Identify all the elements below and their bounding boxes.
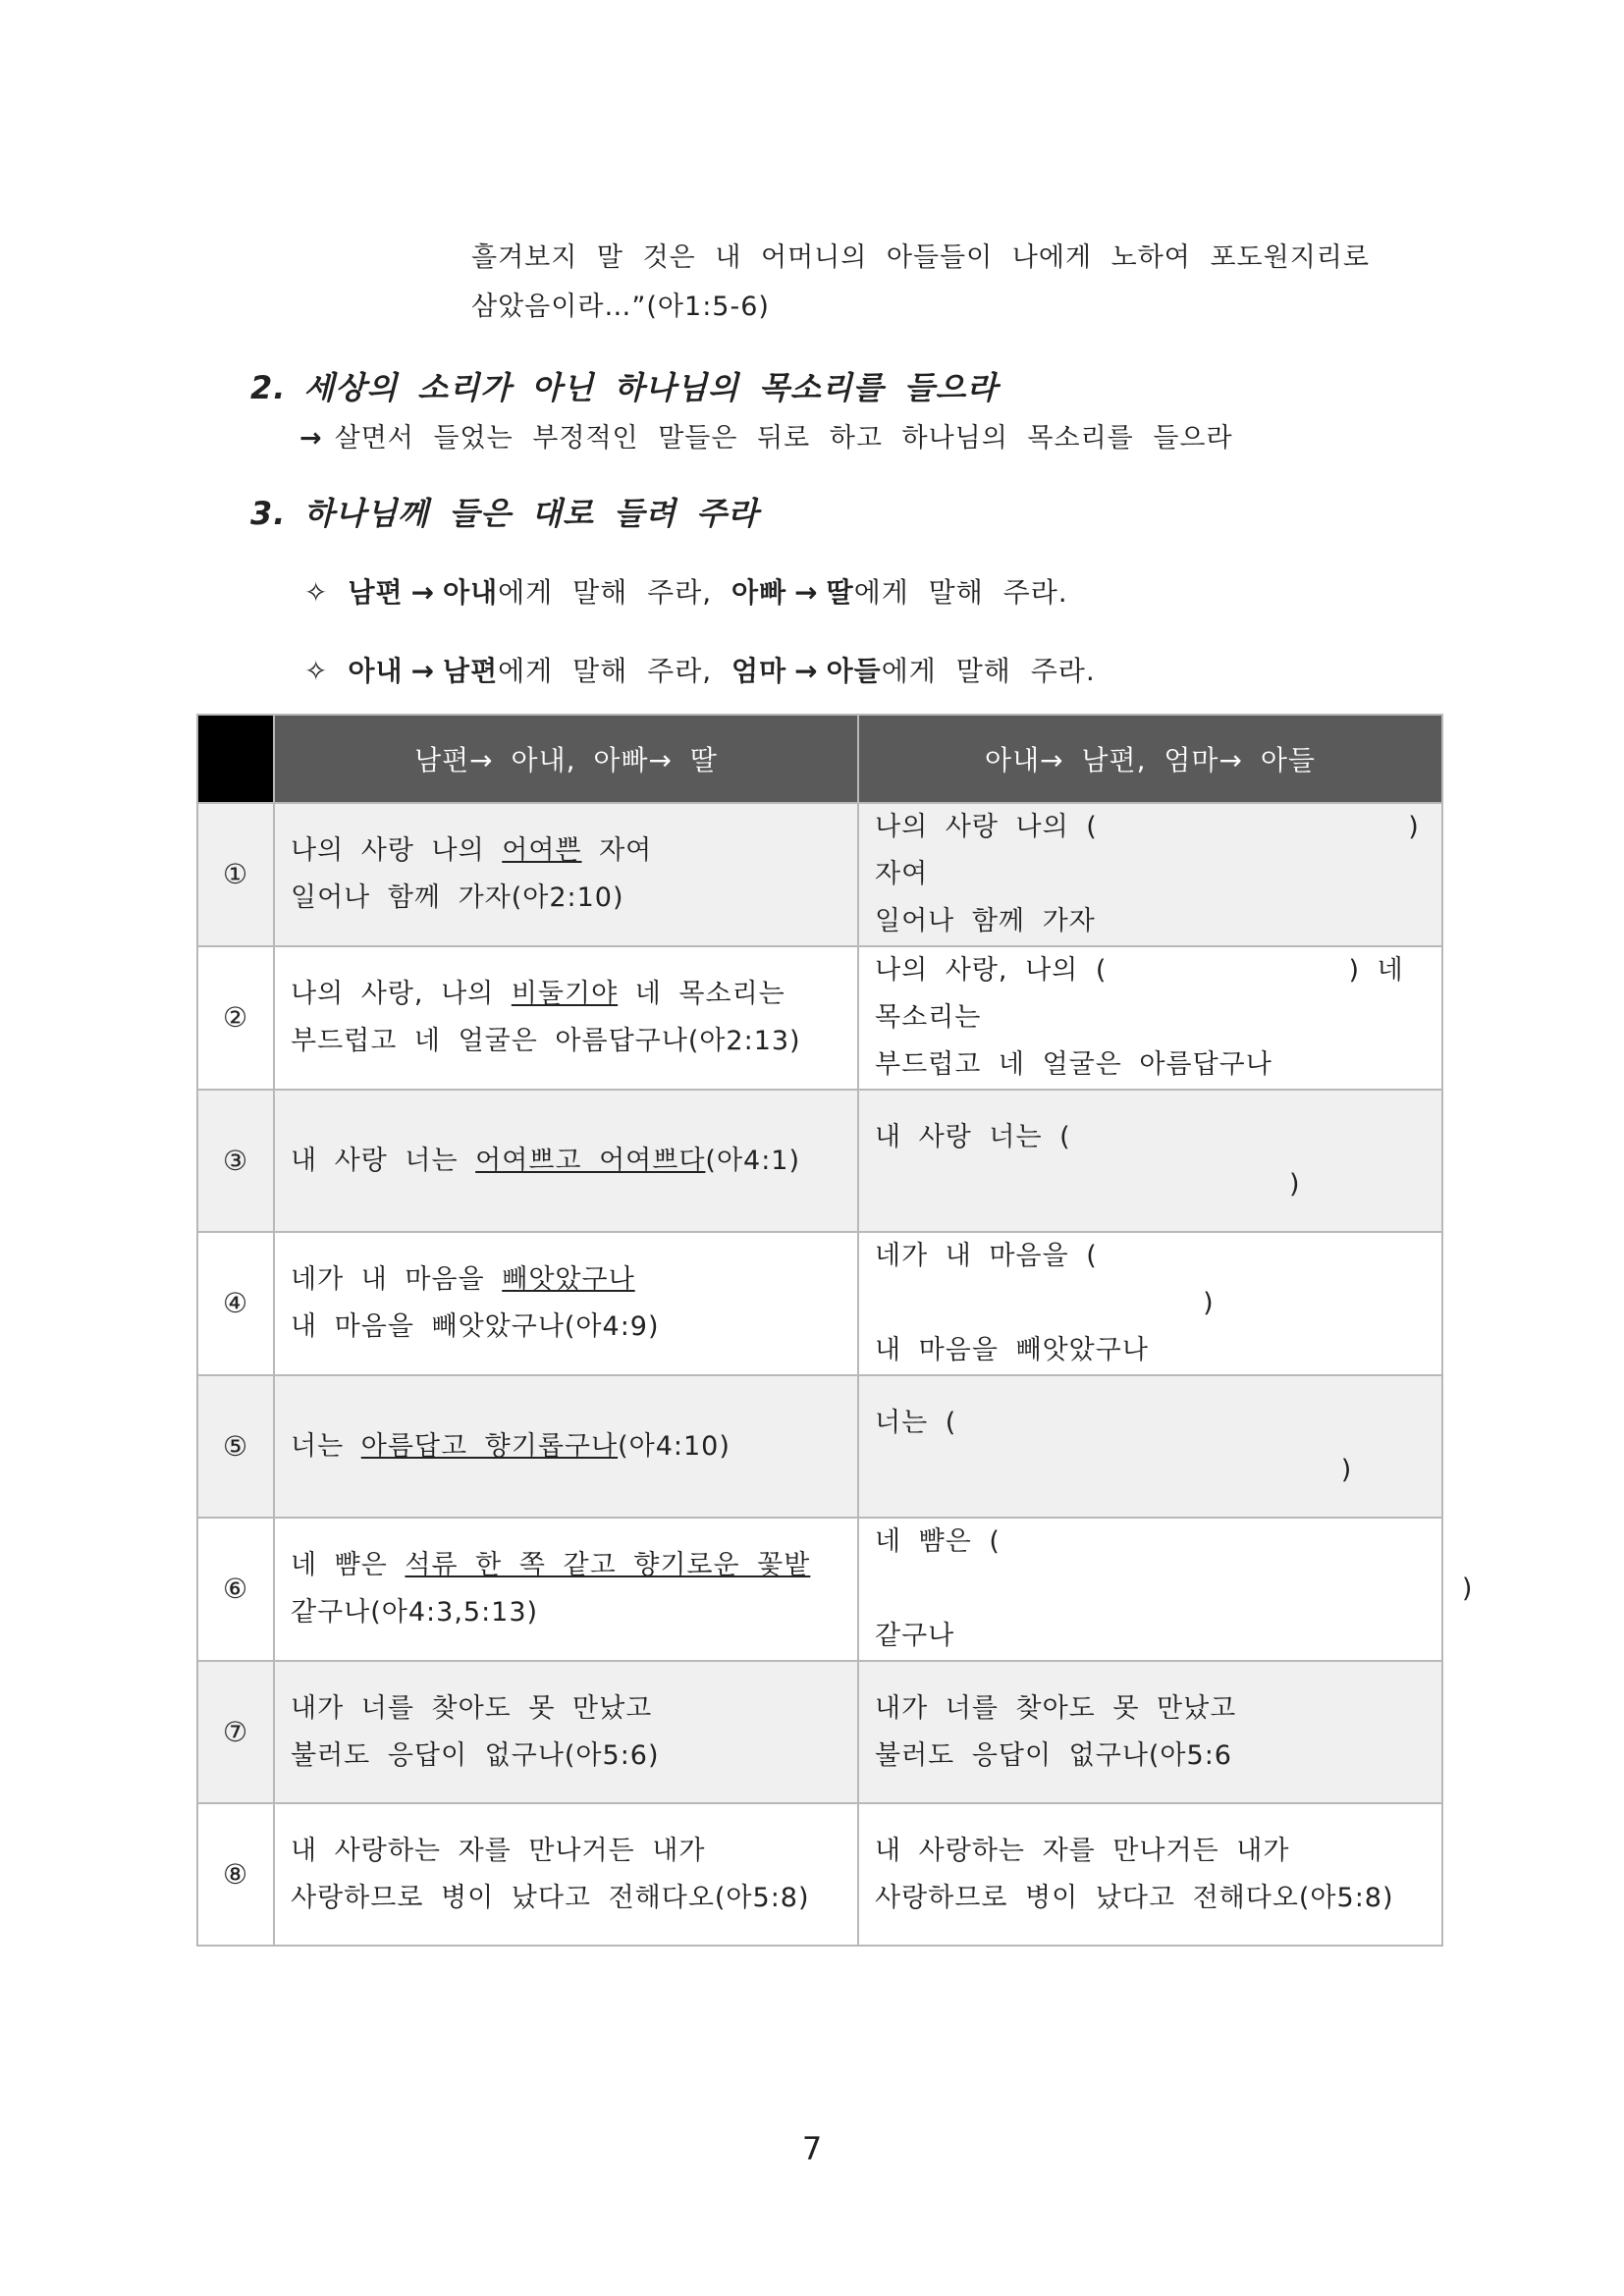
bullet-2-b: 남편	[443, 655, 499, 687]
bullet-2-mid: 에게 말해 주라,	[498, 655, 732, 687]
right-text-tail: )	[1340, 1454, 1353, 1485]
right-line-2: 부드럽고 네 얼굴은 아름답구나	[875, 1049, 1272, 1080]
bullet-2-d: 아들	[826, 655, 882, 687]
sparkle-icon: ✧	[304, 655, 329, 687]
table-row	[197, 946, 1442, 1090]
left-line-1	[291, 1828, 841, 1875]
left-cell	[274, 1090, 858, 1232]
right-cell	[858, 1375, 1442, 1518]
left-cell	[274, 1232, 858, 1375]
quote-line-1: 흘겨보지 말 것은 내 어머니의 아들들이 나에게 노하여 포도원지리로	[471, 242, 1370, 273]
right-line-2: 내 마음을 빼앗았구나	[875, 1335, 1149, 1365]
left-text: 내가 너를 찾아도 못 만났고	[291, 1692, 653, 1724]
right-line-2: 불러도 응답이 없구나(아5:6	[875, 1739, 1232, 1771]
bullet-2-a: 아내	[348, 655, 404, 687]
left-text: 네가 내 마음을	[291, 1264, 503, 1295]
left-underlined-text: 빼앗았구나	[502, 1264, 635, 1295]
right-line-1	[875, 804, 1426, 898]
section-3-title: 하나님께 들은 대로 들려 주라	[303, 495, 759, 532]
header-corner-cell	[197, 715, 274, 803]
left-line-2: 사랑하므로 병이 났다고 전해다오(아5:8)	[291, 1882, 810, 1913]
left-cell	[274, 1803, 858, 1946]
section-2-title: 세상의 소리가 아닌 하나님의 목소리를 들으라	[303, 369, 999, 406]
blank-space	[1107, 955, 1348, 986]
blank-space	[875, 1574, 1462, 1604]
right-text-tail: )	[1203, 1288, 1215, 1318]
row-number: ④	[197, 1232, 274, 1375]
right-text: 너는 (	[875, 1407, 957, 1438]
right-line-1	[875, 1519, 1474, 1613]
bullet-1-b: 아내	[443, 576, 499, 609]
section-2-heading	[250, 363, 998, 408]
section-2-subtext-body: 살면서 들었는 부정적인 말들은 뒤로 하고 하나님의 목소리를 들으라	[334, 423, 1233, 454]
right-cell	[858, 946, 1442, 1090]
table-row	[197, 1090, 1442, 1232]
row-number: ⑧	[197, 1803, 274, 1946]
table-row	[197, 803, 1442, 946]
right-line-1	[875, 947, 1426, 1041]
section-3-number: 3.	[250, 495, 287, 532]
left-line-1	[291, 1542, 841, 1589]
right-text: 내 사랑 너는 (	[875, 1121, 1071, 1152]
quote-line-2: 삼았음이라…”(아1:5-6)	[471, 292, 770, 322]
left-text-tail: 네 목소리는	[618, 979, 785, 1009]
left-line-2: 일어나 함께 가자(아2:10)	[291, 882, 624, 913]
right-arrow-icon: →	[410, 576, 436, 609]
right-line-1	[875, 1114, 1426, 1208]
left-underlined-text: 어여쁘고 어여쁘다	[475, 1145, 706, 1176]
quote-block	[471, 234, 1394, 332]
right-line-1	[875, 1828, 1426, 1875]
bullet-item-1	[304, 571, 1068, 611]
right-text: 네 뺨은 (	[875, 1526, 1001, 1557]
blank-space	[875, 1288, 1203, 1318]
bullet-item-2	[304, 650, 1096, 689]
right-line-2: 일어나 함께 가자	[875, 906, 1096, 936]
bullet-2-end: 에게 말해 주라.	[881, 655, 1096, 687]
right-cell	[858, 1518, 1474, 1661]
right-text: 네가 내 마음을 (	[875, 1241, 1098, 1271]
section-2-subtext	[299, 416, 1233, 454]
right-line-1	[875, 1233, 1426, 1327]
row-number: ⑤	[197, 1375, 274, 1518]
left-line-1	[291, 828, 841, 875]
right-line-1	[875, 1685, 1426, 1733]
table-row	[197, 1661, 1442, 1803]
right-line-2: 같구나	[875, 1621, 955, 1651]
right-text-tail: )	[1288, 1168, 1301, 1200]
left-line-2: 같구나(아4:3,5:13)	[291, 1597, 539, 1628]
right-cell	[858, 1090, 1442, 1232]
right-arrow-icon: →	[410, 655, 436, 687]
bullet-2-c: 엄마	[731, 655, 787, 687]
table-row	[197, 1232, 1442, 1375]
left-line-2: 부드럽고 네 얼굴은 아름답구나(아2:13)	[291, 1026, 801, 1056]
left-line-2: 내 마음을 빼앗았구나(아4:9)	[291, 1311, 660, 1342]
left-underlined-text: 비둘기야	[511, 979, 619, 1009]
right-cell	[858, 1232, 1442, 1375]
left-line-1	[291, 1685, 841, 1733]
right-line-1	[875, 1400, 1426, 1494]
right-text: 나의 사랑, 나의 (	[875, 955, 1108, 986]
left-text: 내 사랑하는 자를 만나거든 내가	[291, 1835, 706, 1866]
comparison-table	[196, 714, 1474, 1947]
right-line-2: 사랑하므로 병이 났다고 전해다오(아5:8)	[875, 1882, 1394, 1913]
left-line-1	[291, 1256, 841, 1304]
right-cell	[858, 1803, 1442, 1946]
row-number: ⑥	[197, 1518, 274, 1661]
left-text-tail: 자여	[581, 835, 653, 866]
table-row	[197, 1518, 1442, 1661]
section-2-number: 2.	[250, 369, 287, 406]
left-cell	[274, 1518, 858, 1661]
bullet-1-end: 에게 말해 주라.	[853, 576, 1068, 609]
right-arrow-icon: →	[794, 655, 819, 687]
right-text: 내가 너를 찾아도 못 만났고	[875, 1692, 1237, 1724]
left-underlined-text: 석류 한 쪽 같고 향기로운 꽃밭	[405, 1550, 811, 1580]
left-text: 네 뺨은	[291, 1550, 406, 1580]
header-col-2: 아내→ 남편, 엄마→ 아들	[858, 715, 1442, 803]
left-text: 너는	[291, 1430, 361, 1462]
left-text-tail: (아4:10)	[618, 1430, 731, 1462]
sparkle-icon: ✧	[304, 576, 329, 609]
left-text-tail: (아4:1)	[705, 1145, 801, 1176]
bullet-1-a: 남편	[348, 576, 404, 609]
row-number: ⑦	[197, 1661, 274, 1803]
blank-space	[875, 1455, 1341, 1485]
row-number: ①	[197, 803, 274, 946]
left-line-2: 불러도 응답이 없구나(아5:6)	[291, 1739, 660, 1771]
left-cell	[274, 1375, 858, 1518]
bullet-1-d: 딸	[826, 576, 854, 609]
left-cell	[274, 946, 858, 1090]
page-number: 7	[801, 2130, 823, 2167]
table-row	[197, 1803, 1442, 1946]
left-text: 나의 사랑, 나의	[291, 979, 512, 1009]
right-arrow-icon: →	[794, 576, 819, 609]
left-line-1	[291, 971, 841, 1018]
right-text-tail: )	[1461, 1574, 1474, 1604]
left-text: 내 사랑 너는	[291, 1145, 476, 1176]
right-arrow-icon: →	[299, 423, 323, 454]
left-cell	[274, 803, 858, 946]
blank-space	[1098, 812, 1409, 842]
right-cell	[858, 1661, 1442, 1803]
blank-space	[875, 1169, 1289, 1200]
bullet-1-c: 아빠	[731, 576, 787, 609]
left-underlined-text: 어여쁜	[502, 835, 582, 866]
right-text-tail: )자여	[875, 812, 1420, 889]
left-cell	[274, 1661, 858, 1803]
header-col-1: 남편→ 아내, 아빠→ 딸	[274, 715, 858, 803]
bullet-1-mid: 에게 말해 주라,	[498, 576, 732, 609]
left-underlined-text: 아름답고 향기롭구나	[360, 1430, 619, 1462]
table-row	[197, 1375, 1442, 1518]
right-text-tail: ) 네 목소리는	[875, 955, 1404, 1033]
right-text: 내 사랑하는 자를 만나거든 내가	[875, 1835, 1290, 1866]
row-number: ②	[197, 946, 274, 1090]
section-3-heading	[250, 489, 759, 534]
left-text: 나의 사랑 나의	[291, 835, 503, 866]
left-line-1	[291, 1423, 841, 1470]
right-text: 나의 사랑 나의 (	[875, 812, 1098, 842]
right-cell	[858, 803, 1442, 946]
table-header-row	[197, 715, 1442, 803]
left-line-1	[291, 1138, 841, 1185]
row-number: ③	[197, 1090, 274, 1232]
